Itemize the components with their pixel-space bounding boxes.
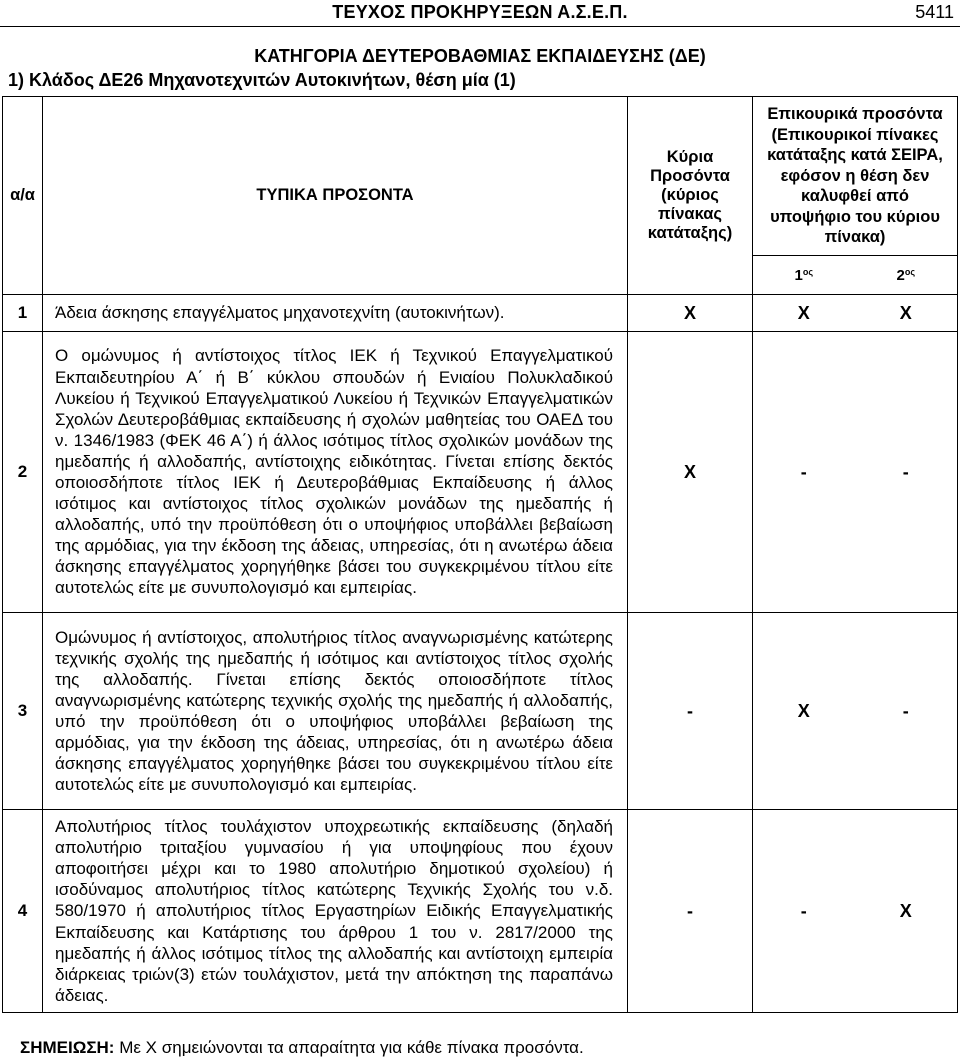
- header-aux-2: $2^{o\varsigma}$: [855, 256, 958, 295]
- header-aux-1: $1^{o\varsigma}$: [753, 256, 855, 295]
- table-header-row: [3, 97, 958, 256]
- row-aux1-mark: -: [753, 332, 855, 613]
- footnote-text: Με Χ σημειώνονται τα απαραίτητα για κάθε πίνακα προσόντα.: [119, 1038, 584, 1057]
- row-aux2-mark: -: [855, 613, 958, 810]
- branch-title: 1) Κλάδος ΔΕ26 Μηχανοτεχνιτών Αυτοκινήτων, θέση μία (1): [8, 70, 516, 90]
- header-aa: α/α: [3, 97, 43, 295]
- journal-title: ΤΕΥΧΟΣ ΠΡΟΚΗΡΥΞΕΩΝ Α.Σ.Ε.Π.: [332, 2, 628, 22]
- table-row: [3, 810, 958, 1013]
- row-aux2-mark: X: [855, 810, 958, 1013]
- header-rule: [0, 26, 960, 27]
- row-main-mark: -: [628, 613, 753, 810]
- category-title: ΚΑΤΗΓΟΡΙΑ ΔΕΥΤΕΡΟΒΑΘΜΙΑΣ ΕΚΠΑΙΔΕΥΣΗΣ (ΔΕ): [254, 46, 706, 66]
- table-row: [3, 332, 958, 613]
- row-main-mark: X: [628, 295, 753, 332]
- row-number: 3: [3, 613, 43, 810]
- row-main-mark: X: [628, 332, 753, 613]
- row-description: Ομώνυμος ή αντίστοιχος, απολυτήριος τίτλος αναγνωρισμένης κατώτερης τεχνικής σχολής της ημεδαπής ή ισότιμος και αντίστοιχος τίτλος σχολής της αλλοδαπής. Γίνεται επίσης δεκτός οποιοσδήποτε τίτλος αναγνωρισμένης κατώτερης τεχνικής σχολής της ημεδαπής ή αλλοδαπής, υπό την προϋπόθεση ότι ο υποψήφιος υποβάλλει βεβαίωση της αρμόδιας, για την έκδοση της άδειας, υπηρεσίας, ότι η ανωτέρω άδεια άσκησης επαγγέλματος χορηγήθηκε βάσει του συγκεκριμένου τίτλου είτε αυτοτελώς είτε με συνυπολογισμό και εμπειρίας.: [43, 613, 628, 810]
- page-header: [0, 2, 960, 24]
- row-description: Απολυτήριος τίτλος τουλάχιστον υποχρεωτικής εκπαίδευσης (δηλαδή απολυτήριο τριταξίου γυμνασίου ή για υποψηφίους που έχουν αποφοιτήσει μέχρι και το 1980 απολυτήριο δημοτικού σχολείου) ή ισοδύναμος απολυτήριος τίτλος κατώτερης Τεχνικής Σχολής του ν.δ. 580/1970 ή απολυτήριος τίτλος Εργαστηρίων Ειδικής Επαγγελματικής Εκπαίδευσης και Κατάρτισης του άρθρου 1 του ν. 2817/2000 της ημεδαπής ή άλλος ισότιμος τίτλος της αλλοδαπής και αντίστοιχη εμπειρία διάρκειας τριών(3) ετών τουλάχιστον, μετά την απόκτηση της παραπάνω άδειας.: [43, 810, 628, 1013]
- qualifications-table: [2, 96, 958, 1013]
- footnote: [20, 1038, 584, 1058]
- row-aux2-mark: X: [855, 295, 958, 332]
- row-description: Ο ομώνυμος ή αντίστοιχος τίτλος ΙΕΚ ή Τεχνικού Επαγγελματικού Εκπαιδευτηρίου Α΄ ή Β΄ κύκλου σπουδών ή Ενιαίου Πολυκλαδικού Λυκείου ή Τεχνικού Επαγγελματικού Λυκείου ή Τεχνικών Επαγγελματικών Σχολών Δευτεροβάθμιας εκπαίδευσης ή σχολών μαθητείας του ΟΑΕΔ του ν. 1346/1983 (ΦΕΚ 46 Α΄) ή άλλος ισότιμος τίτλος σχολικών μονάδων της ημεδαπής ή αλλοδαπής, αντίστοιχης ειδικότητας. Γίνεται επίσης δεκτός οποιοσδήποτε τίτλος ΙΕΚ ή Δευτεροβάθμιας Εκπαίδευσης ή άλλος ισότιμος και αντίστοιχος τίτλος σχολικών μονάδων της ημεδαπής ή αλλοδαπής, υπό την προϋπόθεση ότι ο υποψήφιος υποβάλλει βεβαίωση της αρμόδιας, για την έκδοση της άδειας, υπηρεσίας, ότι η ανωτέρω άδεια άσκησης επαγγέλματος χορηγήθηκε βάσει του συγκεκριμένου τίτλου είτε αυτοτελώς είτε με συνυπολογισμό και εμπειρίας.: [43, 332, 628, 613]
- row-aux1-mark: -: [753, 810, 855, 1013]
- page-number: 5411: [915, 2, 954, 22]
- header-main-qualifications: Κύρια Προσόντα (κύριος πίνακας κατάταξης): [628, 97, 753, 295]
- header-typical: ΤΥΠΙΚΑ ΠΡΟΣΟΝΤΑ: [43, 97, 628, 295]
- row-number: 1: [3, 295, 43, 332]
- header-aux-qualifications: Επικουρικά προσόντα (Επικουρικοί πίνακες κατάταξης κατά ΣΕΙΡΑ, εφόσον η θέση δεν καλυφθεί από υποψήφιο του κύριου πίνακα): [753, 97, 958, 256]
- table-row: [3, 613, 958, 810]
- row-main-mark: -: [628, 810, 753, 1013]
- row-number: 2: [3, 332, 43, 613]
- row-description: Άδεια άσκησης επαγγέλματος μηχανοτεχνίτη (αυτοκινήτων).: [43, 295, 628, 332]
- row-number: 4: [3, 810, 43, 1013]
- table-row: [3, 295, 958, 332]
- row-aux2-mark: -: [855, 332, 958, 613]
- row-aux1-mark: X: [753, 295, 855, 332]
- footnote-label: ΣΗΜΕΙΩΣΗ:: [20, 1038, 115, 1057]
- row-aux1-mark: X: [753, 613, 855, 810]
